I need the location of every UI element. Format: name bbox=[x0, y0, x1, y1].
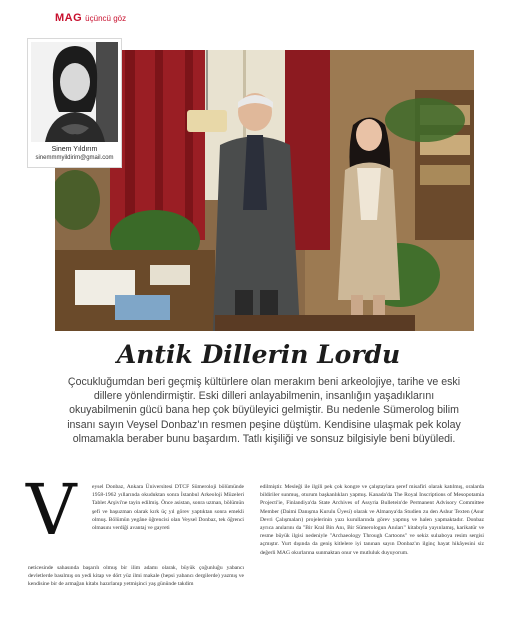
drop-cap: V bbox=[26, 469, 77, 551]
body-column-2: edilmiştir. Mesleği ile ilgili pek çok kongre ve çalıştaylara şeref misafiri olarak katılmış, oralarda bildiriler sunmuş, oturum başkanlıkları yapmış. Kanada'da The Royal Inscriptions of Mesopotamia Projecti'ie, Finlandiya'da State Archives of Assyria Bulletein'de Permanent Advisory Committee Member (Daimi Danışma Kurulu Üyesi) olarak ve Almanya'da Studien zu den Ashur Texten (Asur Devri Çalışmaları) projelerinin yazı kurullarında görev yapmış ve halen yapmaktadır. Donbaz ayrıca anılarını da "Bir Kral Bin Anı, Bir Sümerologun Anıları" kitabıyla yayınlamış, karikatür ve resme büyük ilgisi nedeniyle "Archaeology Through Cartoons" ve sekiz sulıaboya resim sergisi açmıştır. Yurt dışında da geniş kitlelere iyi tanınan sayın Donbaz'ın ilginç hayat hikâyesini siz değerli MAG okurlarına sunmaktan onur ve mutluluk duyuyorum. bbox=[260, 484, 484, 556]
page-header bbox=[55, 12, 126, 28]
section-label: üçüncü göz bbox=[85, 14, 127, 23]
author-email[interactable]: sinemmmyildirim@gmail.com bbox=[35, 155, 114, 161]
brand-logo: MAG bbox=[55, 12, 83, 24]
article-lead: Çocukluğumdan beri geçmiş kültürlere olan merakım beni arkeolojiye, tarihe ve eski dillere yönlendirmiştir. Eski dilleri anlayabilmenin, insanlığın yaşadıklarını okuyabilmenin gücü bana hep çok büyüleyici gelmiştir. Bu nedenle Sümerolog bilim insanı sayın Veysel Donbaz'ın resmen peşine düştüm. Kendisine ulaşmak pek kolay olmamakla beraber bunu başardım. Tatlı kişiliği ve sonsuz bilgisiyle beni büyüledi. bbox=[67, 376, 461, 445]
body-column-1-bottom: neticesinde sahasında başarılı olmuş bir ilim adamı olarak, büyük çoğunluğu yabancı devletlerde basılmış on yedi kitap ve dört yüz ilmi makale (hepsi yabancı dergilerde) yazmış ve kendisine bir de armağan kitabı hazırlanıp yetmişinci yaş gününde takdim bbox=[28, 565, 244, 588]
body-column-1-top: eysel Donbaz, Ankara Üniversitesi DTCF Sümeroloji bölümünde 1958-1962 yıllarında okuduktan sonra İstanbul Arkeoloji Müzeleri Tablet Arşivi'ne tayin edilmiş. Önce asistan, sonra uzman, bölümün şefi ve başuzman olarak kırk üç yıl görev yaptıktan sonra emekli olmuş. Bölümün yegâne öğrencisi olan Veysel Donbaz, tek öğrenci olmasını verdiği avantaj ve gayreti bbox=[92, 484, 244, 532]
author-photo bbox=[31, 42, 118, 142]
author-name: Sinem Yıldırım bbox=[51, 146, 98, 153]
article-title: Antik Dillerin Lordu bbox=[116, 340, 401, 369]
author-card bbox=[27, 38, 122, 168]
